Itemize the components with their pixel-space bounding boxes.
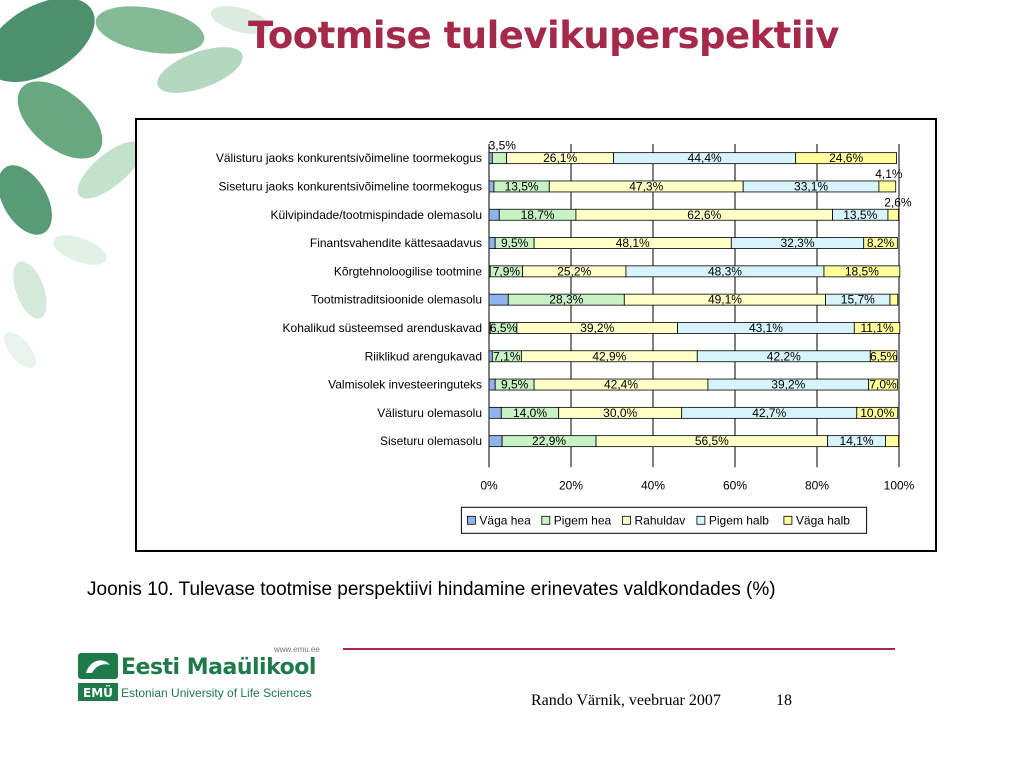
data-label: 26,1% xyxy=(543,151,578,166)
bar-segment xyxy=(489,351,492,362)
data-label: 7,0% xyxy=(869,377,897,392)
chart-frame xyxy=(135,118,937,552)
x-tick-label: 60% xyxy=(722,478,748,493)
data-label: 14,0% xyxy=(512,405,548,420)
bar-segment xyxy=(489,294,508,305)
data-label: 2,6% xyxy=(884,195,912,210)
stacked-bar-chart xyxy=(137,120,935,550)
x-tick-label: 40% xyxy=(640,478,666,493)
x-tick-label: 100% xyxy=(883,478,915,493)
bar-segment xyxy=(489,238,495,249)
data-label: 32,3% xyxy=(780,236,815,251)
data-label: 62,6% xyxy=(687,207,722,222)
figure-caption: Joonis 10. Tulevase tootmise perspektiivi hindamine erinevates valdkondades (%) xyxy=(87,579,776,600)
data-label: 10,0% xyxy=(860,405,895,420)
category-label: Finantsvahendite kättesaadavus xyxy=(309,236,482,251)
category-label: Välisturu olemasolu xyxy=(377,405,482,420)
legend-swatch xyxy=(467,516,475,524)
data-label: 48,1% xyxy=(615,236,650,251)
x-tick-label: 80% xyxy=(804,478,830,493)
data-label: 15,7% xyxy=(840,292,875,307)
data-label: 6,5% xyxy=(489,320,518,335)
university-logo xyxy=(78,653,338,703)
data-label: 25,2% xyxy=(557,264,592,279)
category-label: Siseturu jaoks konkurentsivõimeline toormekogus xyxy=(218,179,482,194)
slide-title: Tootmise tulevikuperspektiiv xyxy=(248,14,839,57)
legend-swatch xyxy=(697,516,705,524)
data-label: 8,2% xyxy=(866,236,895,251)
bar-segment xyxy=(890,294,898,305)
data-label: 3,5% xyxy=(488,138,516,153)
bar-segment xyxy=(879,181,896,192)
footer-divider xyxy=(343,648,895,650)
data-label: 43,1% xyxy=(748,320,783,335)
bar-segment xyxy=(888,209,899,220)
data-label: 47,3% xyxy=(629,179,664,194)
university-name: Eesti Maaülikool xyxy=(121,655,316,680)
bar-segment xyxy=(492,153,506,164)
data-label: 48,3% xyxy=(707,264,742,279)
data-label: 56,5% xyxy=(694,434,729,449)
legend-swatch xyxy=(784,516,792,524)
x-tick-label: 0% xyxy=(480,478,498,493)
data-label: 30,0% xyxy=(603,405,638,420)
category-label: Kõrgtehnoloogilise tootmine xyxy=(333,264,482,279)
bar-segment xyxy=(489,436,502,447)
legend-swatch xyxy=(623,516,631,524)
category-label: Siseturu olemasolu xyxy=(379,434,482,449)
bar-segment xyxy=(885,436,898,447)
category-label: Valmisolek investeeringuteks xyxy=(328,377,482,392)
legend-label: Väga halb xyxy=(795,513,850,528)
data-label: 33,1% xyxy=(794,179,829,194)
logo-url: www.emu.ee xyxy=(274,645,320,654)
bar-segment xyxy=(489,379,495,390)
data-label: 9,5% xyxy=(500,236,529,251)
data-label: 28,3% xyxy=(549,292,584,307)
data-label: 42,2% xyxy=(766,349,801,364)
category-label: Välisturu jaoks konkurentsivõimeline toormekogus xyxy=(215,151,482,166)
data-label: 42,9% xyxy=(592,349,627,364)
x-tick-label: 20% xyxy=(558,478,584,493)
data-label: 18,5% xyxy=(844,264,879,279)
legend-swatch xyxy=(542,516,550,524)
legend-label: Pigem hea xyxy=(553,513,612,528)
bar-segment xyxy=(489,407,501,418)
data-label: 13,5% xyxy=(843,207,878,222)
legend-label: Rahuldav xyxy=(634,513,686,528)
university-emblem-icon xyxy=(78,653,118,703)
data-label: 11,1% xyxy=(860,320,894,335)
data-label: 18,7% xyxy=(520,207,555,222)
data-label: 44,4% xyxy=(687,151,722,166)
data-label: 49,1% xyxy=(707,292,742,307)
data-label: 39,2% xyxy=(771,377,806,392)
data-label: 42,7% xyxy=(752,405,787,420)
data-label: 7,1% xyxy=(493,349,521,364)
bar-segment xyxy=(489,153,492,164)
category-label: Riiklikud arengukavad xyxy=(364,349,482,364)
bar-segment xyxy=(489,209,499,220)
data-label: 39,2% xyxy=(580,320,615,335)
legend-label: Pigem halb xyxy=(708,513,769,528)
legend-label: Väga hea xyxy=(479,513,531,528)
data-label: 6,5% xyxy=(869,349,898,364)
data-label: 9,5% xyxy=(500,377,529,392)
bar-segment xyxy=(489,181,494,192)
footer-author: Rando Värnik, veebruar 2007 xyxy=(531,692,721,709)
data-label: 13,5% xyxy=(504,179,539,194)
data-label: 7,9% xyxy=(492,264,521,279)
data-label: 22,9% xyxy=(532,434,567,449)
emblem-text: EMÜ xyxy=(83,686,113,700)
category-label: Külvipindade/tootmispindade olemasolu xyxy=(270,207,482,222)
data-label: 24,6% xyxy=(829,151,864,166)
data-label: 14,1% xyxy=(839,434,874,449)
category-label: Kohalikud süsteemsed arenduskavad xyxy=(282,320,482,335)
category-label: Tootmistraditsioonide olemasolu xyxy=(311,292,482,307)
page-number: 18 xyxy=(776,692,792,709)
data-label: 42,4% xyxy=(604,377,639,392)
data-label: 4,1% xyxy=(875,166,903,181)
university-subtitle: Estonian University of Life Sciences xyxy=(121,686,312,700)
